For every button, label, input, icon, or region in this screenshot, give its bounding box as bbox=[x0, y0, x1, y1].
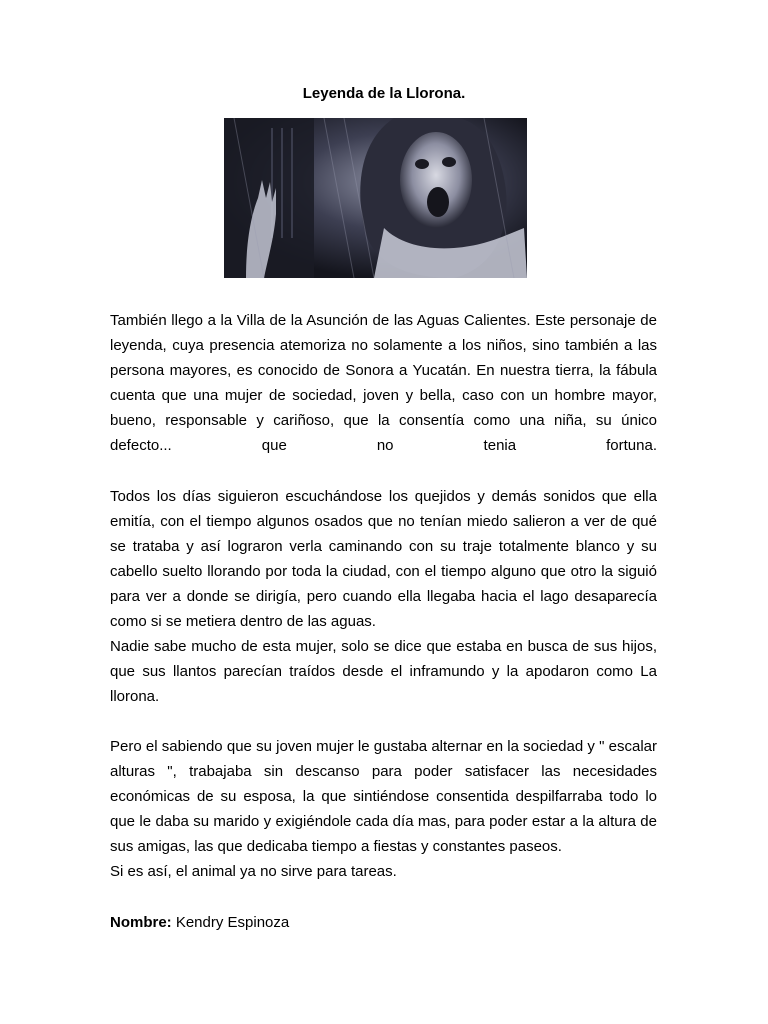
paragraph-2 bbox=[110, 484, 657, 709]
paragraph-text: Pero el sabiendo que su joven mujer le gustaba alternar en la sociedad y " escalar alturas ", trabajaba sin descanso para poder satisfacer las necesidades económicas de su esposa, la que sintiéndose consentida despilfarraba todo lo que le daba su marido y exigiéndole cada día mas, para poder estar a la altura de sus amigas, las que dedicaba tiempo a fiestas y constantes paseos. bbox=[110, 738, 657, 855]
paragraph-text: Todos los días siguieron escuchándose los quejidos y demás sonidos que ella emitía, con el tiempo algunos osados que no tenían miedo salieron a ver de qué se trataba y así lograron verla caminando con su traje totalmente blanco y su cabello suelto llorando por toda la ciudad, con el tiempo alguno que otro la siguió para ver a donde se dirigía, pero cuando ella llegaba hacia el lago desaparecía como si se metiera dentro de las aguas. bbox=[110, 488, 657, 630]
signature-label: Nombre: bbox=[110, 914, 172, 931]
paragraph-text: También llego a la Villa de la Asunción de las Aguas Calientes. Este personaje de leyenda, cuya presencia atemoriza no solamente a los niños, sino también a las persona mayores, es conocido de Sonora a Yucatán. En nuestra tierra, la fábula cuenta que una mujer de sociedad, joven y bella, caso con un hombre mayor, bueno, responsable y cariñoso, que la consentía como una niña, su único defecto... que no tenia fortuna. bbox=[110, 312, 657, 454]
llorona-illustration bbox=[224, 118, 527, 278]
llorona-image bbox=[224, 118, 527, 278]
document-title: Leyenda de la Llorona. bbox=[302, 85, 466, 102]
paragraph-text: Nadie sabe mucho de esta mujer, solo se dice que estaba en busca de sus hijos, que sus llantos parecían traídos desde el inframundo y la apodaron como La llorona. bbox=[110, 638, 657, 705]
paragraph-text: Si es así, el animal ya no sirve para tareas. bbox=[110, 863, 397, 880]
paragraph-1 bbox=[110, 308, 657, 458]
signature-line bbox=[110, 910, 657, 935]
signature-name: Kendry Espinoza bbox=[171, 914, 290, 931]
paragraph-3 bbox=[110, 734, 657, 884]
